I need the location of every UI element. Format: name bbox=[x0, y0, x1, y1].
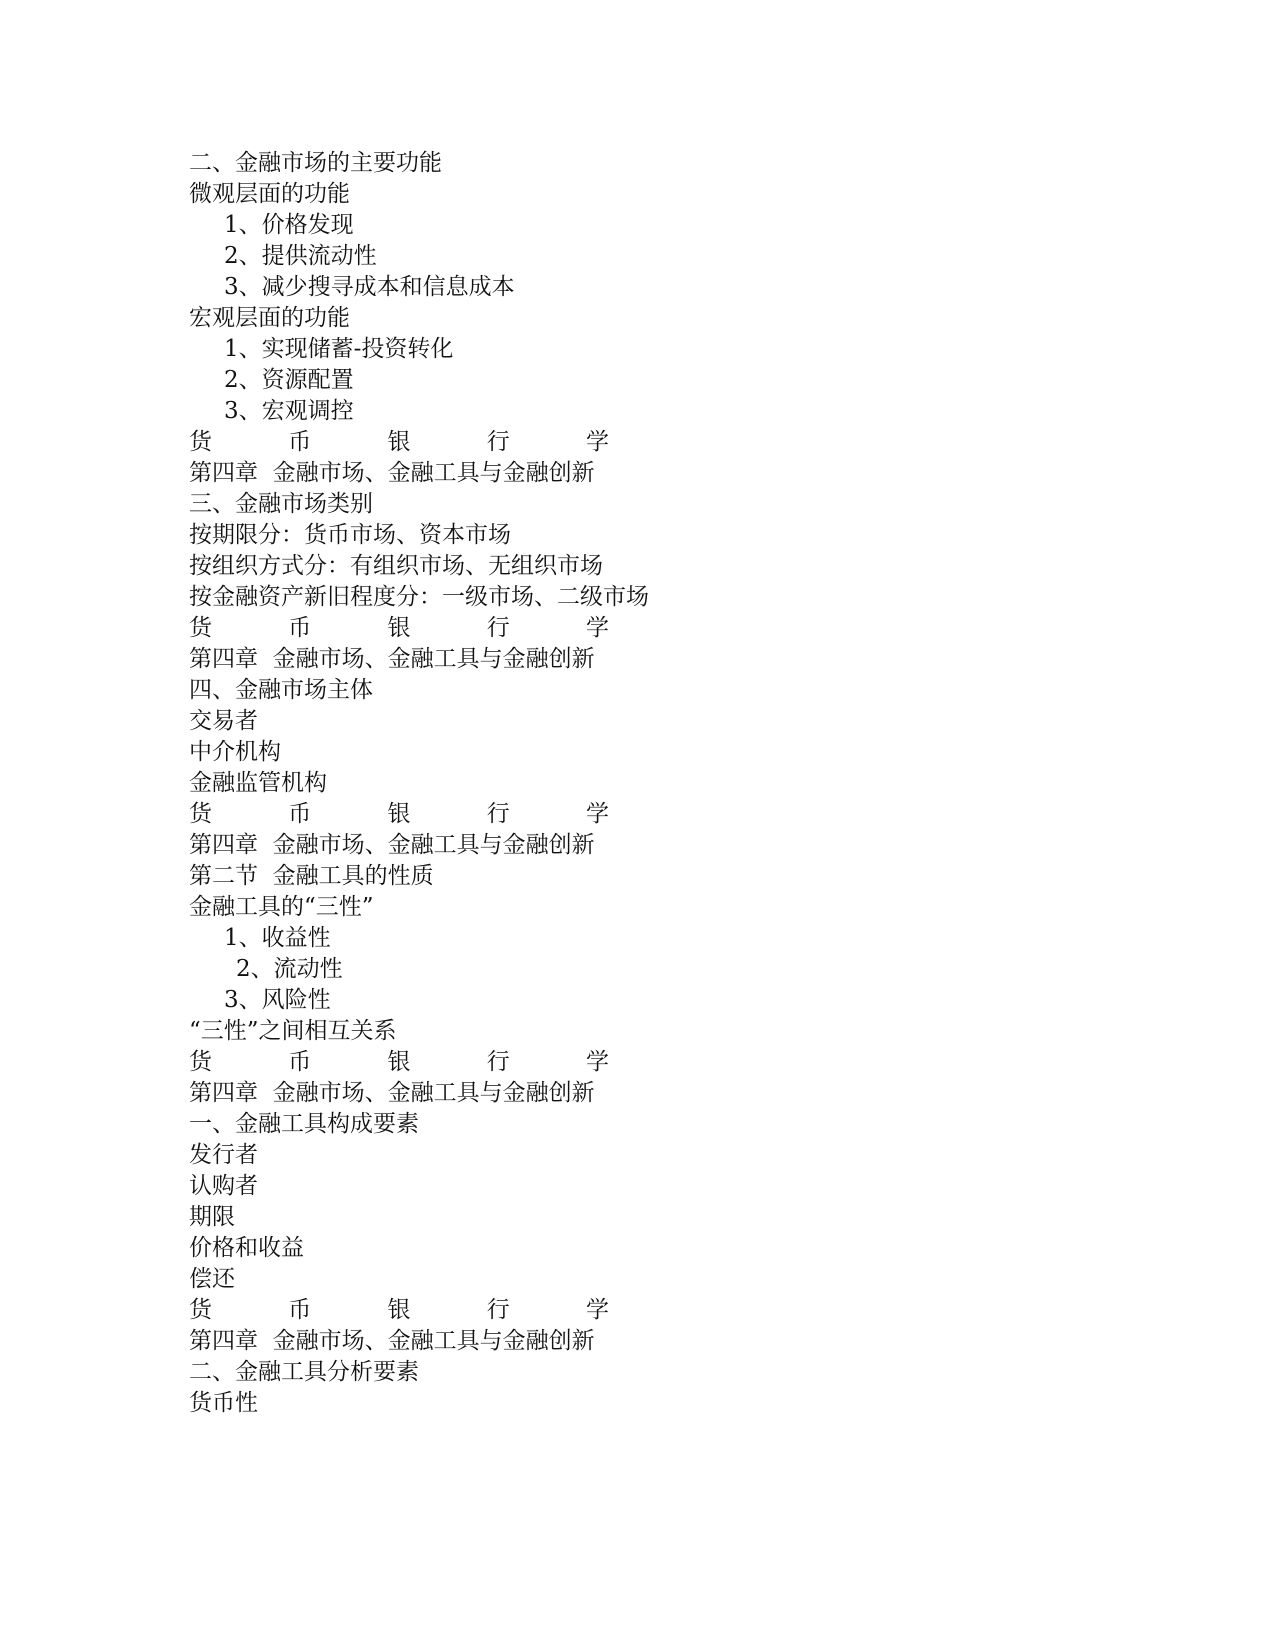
text-line: 发行者 bbox=[189, 1142, 258, 1168]
text-line: 期限 bbox=[189, 1204, 235, 1230]
text-line: 按组织方式分：有组织市场、无组织市场 bbox=[189, 553, 603, 579]
list-item: 3、宏观调控 bbox=[224, 398, 354, 424]
list-item: 1、价格发现 bbox=[224, 212, 354, 238]
list-item: 2、提供流动性 bbox=[224, 243, 377, 269]
text-line: 中介机构 bbox=[189, 739, 281, 765]
chapter-title: 第四章 金融市场、金融工具与金融创新 bbox=[189, 460, 595, 486]
section-heading: 一、金融工具构成要素 bbox=[189, 1111, 419, 1137]
list-item: 2、流动性 bbox=[236, 956, 343, 982]
list-item: 1、收益性 bbox=[224, 925, 331, 951]
section-heading: 第二节 金融工具的性质 bbox=[189, 863, 434, 889]
list-item: 2、资源配置 bbox=[224, 367, 354, 393]
text-line: “三性”之间相互关系 bbox=[189, 1018, 397, 1044]
chapter-title: 第四章 金融市场、金融工具与金融创新 bbox=[189, 1328, 595, 1354]
text-line: 金融监管机构 bbox=[189, 770, 327, 796]
list-item: 3、减少搜寻成本和信息成本 bbox=[224, 274, 515, 300]
sub-heading: 宏观层面的功能 bbox=[189, 305, 350, 331]
text-line: 按期限分：货币市场、资本市场 bbox=[189, 522, 511, 548]
text-line: 货币性 bbox=[189, 1390, 258, 1416]
course-title: 货 币 银 行 学 bbox=[189, 429, 609, 455]
sub-heading: 金融工具的“三性” bbox=[189, 894, 374, 920]
course-title: 货 币 银 行 学 bbox=[189, 1297, 609, 1323]
chapter-title: 第四章 金融市场、金融工具与金融创新 bbox=[189, 646, 595, 672]
text-line: 偿还 bbox=[189, 1266, 235, 1292]
chapter-title: 第四章 金融市场、金融工具与金融创新 bbox=[189, 1080, 595, 1106]
list-item: 3、风险性 bbox=[224, 987, 331, 1013]
chapter-title: 第四章 金融市场、金融工具与金融创新 bbox=[189, 832, 595, 858]
text-line: 价格和收益 bbox=[189, 1235, 304, 1261]
section-heading: 二、金融市场的主要功能 bbox=[189, 150, 442, 176]
section-heading: 二、金融工具分析要素 bbox=[189, 1359, 419, 1385]
sub-heading: 微观层面的功能 bbox=[189, 181, 350, 207]
section-heading: 三、金融市场类别 bbox=[189, 491, 373, 517]
course-title: 货 币 银 行 学 bbox=[189, 801, 609, 827]
course-title: 货 币 银 行 学 bbox=[189, 1049, 609, 1075]
text-line: 交易者 bbox=[189, 708, 258, 734]
text-line: 认购者 bbox=[189, 1173, 258, 1199]
course-title: 货 币 银 行 学 bbox=[189, 615, 609, 641]
section-heading: 四、金融市场主体 bbox=[189, 677, 373, 703]
list-item: 1、实现储蓄-投资转化 bbox=[224, 336, 454, 362]
text-line: 按金融资产新旧程度分：一级市场、二级市场 bbox=[189, 584, 649, 610]
